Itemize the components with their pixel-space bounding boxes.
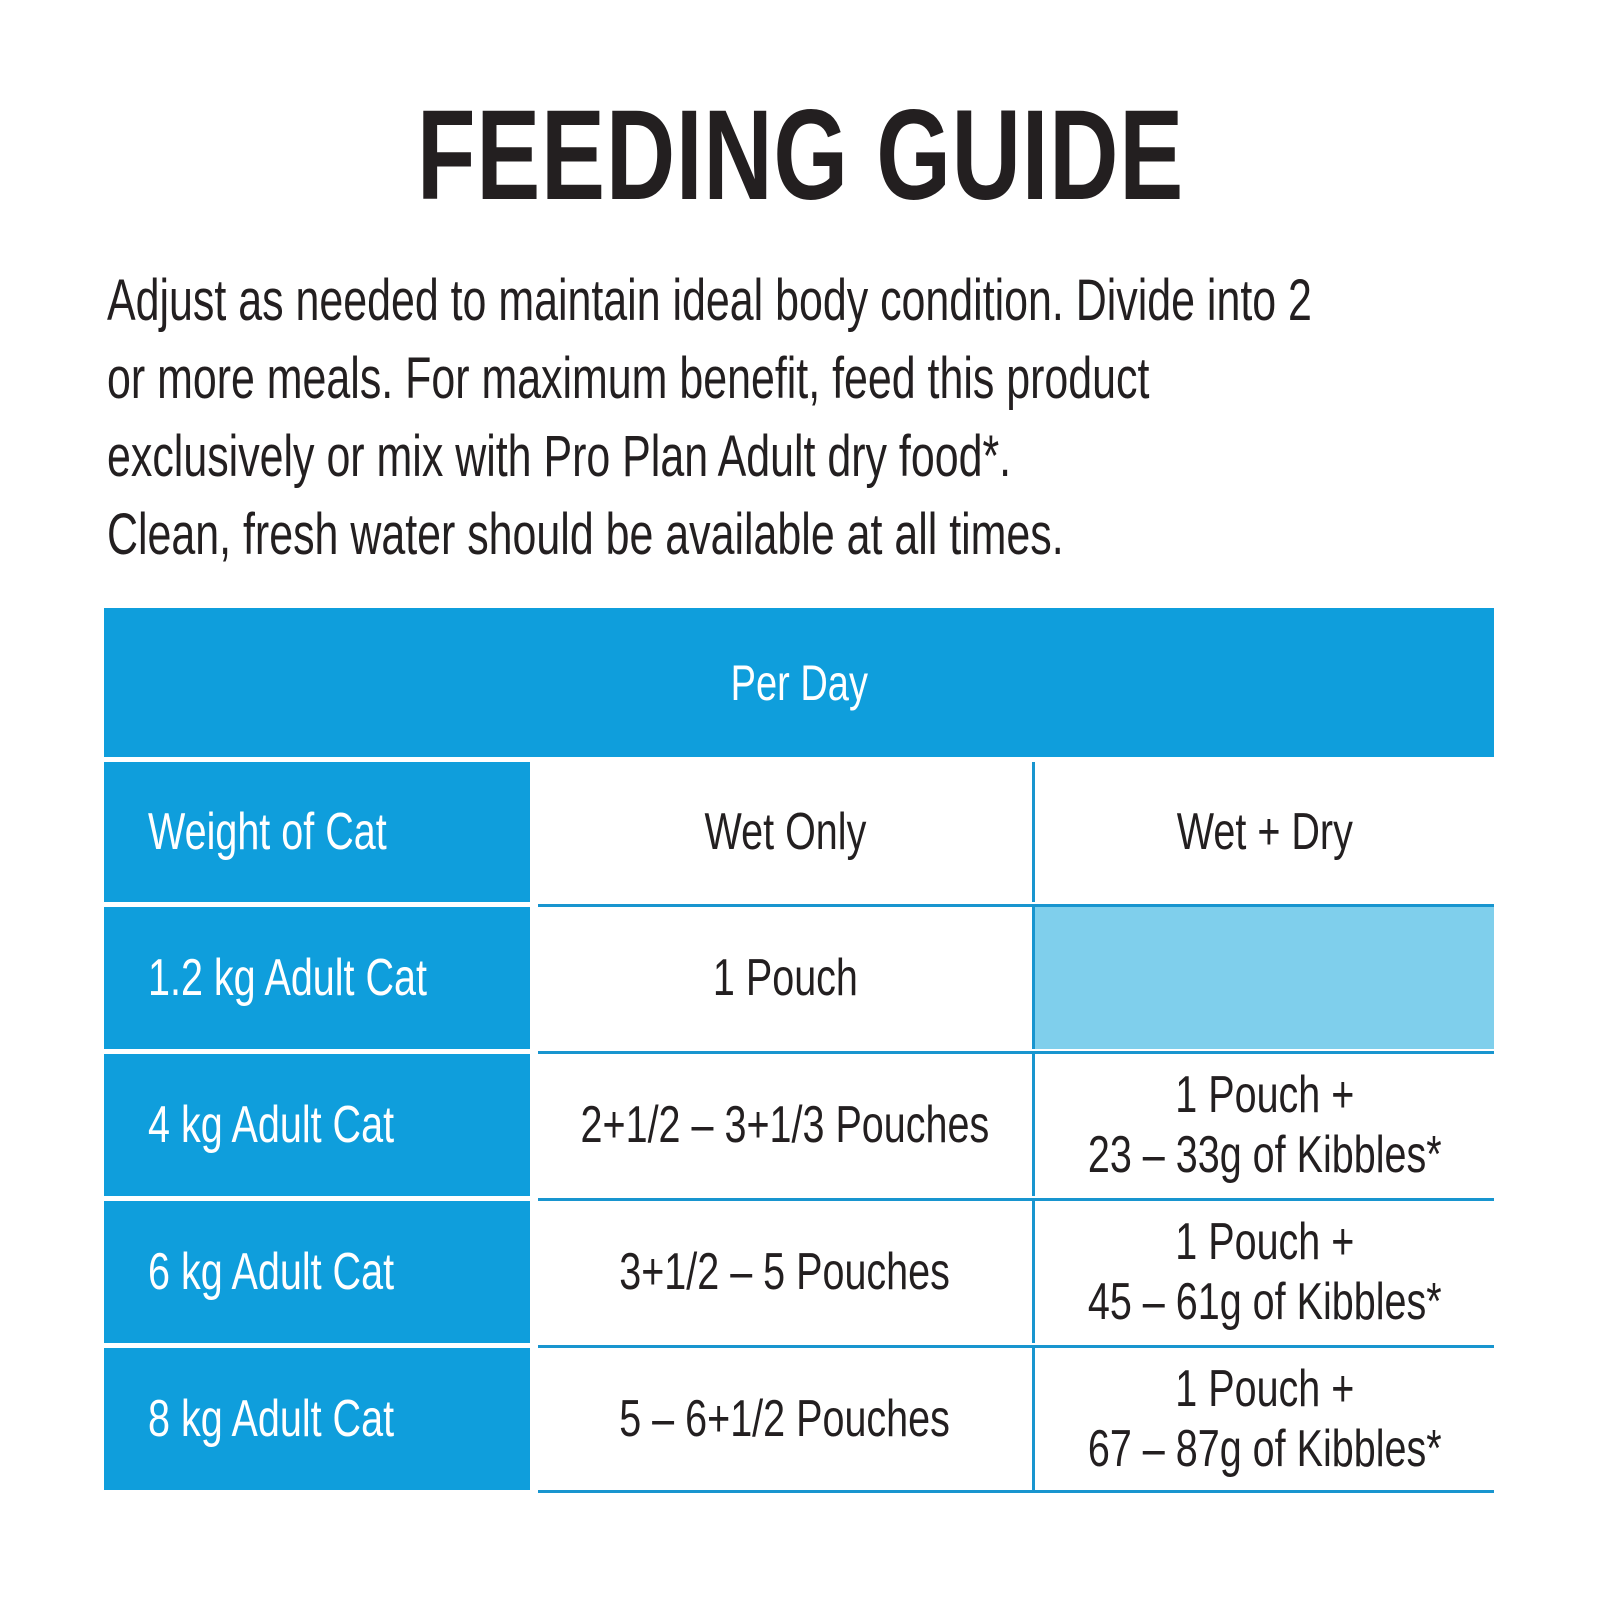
page-title	[0, 84, 1600, 227]
weight-cell: 1.2 kg Adult Cat	[104, 907, 530, 1049]
wet-only-cell: 5 – 6+1/2 Pouches	[538, 1348, 1032, 1490]
wet-dry-cell: 1 Pouch + 23 – 33g of Kibbles*	[1035, 1054, 1494, 1196]
column-gap	[530, 1348, 538, 1490]
table-header-row	[104, 762, 1494, 902]
wet-dry-cell: 1 Pouch + 67 – 87g of Kibbles*	[1035, 1348, 1494, 1490]
wet-only-cell: 1 Pouch	[538, 907, 1032, 1049]
wet-dry-cell: 1 Pouch + 45 – 61g of Kibbles*	[1035, 1201, 1494, 1343]
table-row-4kg	[104, 1054, 1494, 1196]
wet-dry-cell-empty	[1035, 907, 1494, 1049]
wet-only-cell: 2+1/2 – 3+1/3 Pouches	[538, 1054, 1032, 1196]
weight-cell: 4 kg Adult Cat	[104, 1054, 530, 1196]
col-header-wet-only: Wet Only	[538, 762, 1032, 902]
feeding-table	[104, 608, 1494, 1493]
table-row-1-2kg	[104, 907, 1494, 1049]
col-header-weight-of-cat: Weight of Cat	[104, 762, 530, 902]
table-row-8kg	[104, 1348, 1494, 1490]
water-note: Clean, fresh water should be available at all times.	[107, 502, 1064, 567]
table-row-6kg	[104, 1201, 1494, 1343]
weight-cell: 8 kg Adult Cat	[104, 1348, 530, 1490]
wet-only-cell: 3+1/2 – 5 Pouches	[538, 1201, 1032, 1343]
table-bottom-border	[104, 1490, 1494, 1493]
intro-line-2: or more meals. For maximum benefit, feed this product	[107, 346, 1150, 411]
column-gap	[530, 762, 538, 902]
weight-cell: 6 kg Adult Cat	[104, 1201, 530, 1343]
page-title-text: FEEDING GUIDE	[416, 84, 1184, 227]
intro-paragraph	[107, 262, 1507, 496]
column-gap	[530, 907, 538, 1049]
intro-line-1: Adjust as needed to maintain ideal body condition. Divide into 2	[107, 268, 1312, 333]
column-gap	[530, 1054, 538, 1196]
intro-line-3: exclusively or mix with Pro Plan Adult dry food*.	[107, 424, 1012, 489]
per-day-header: Per Day	[104, 608, 1494, 757]
col-header-wet-dry: Wet + Dry	[1035, 762, 1494, 902]
column-gap	[530, 1201, 538, 1343]
